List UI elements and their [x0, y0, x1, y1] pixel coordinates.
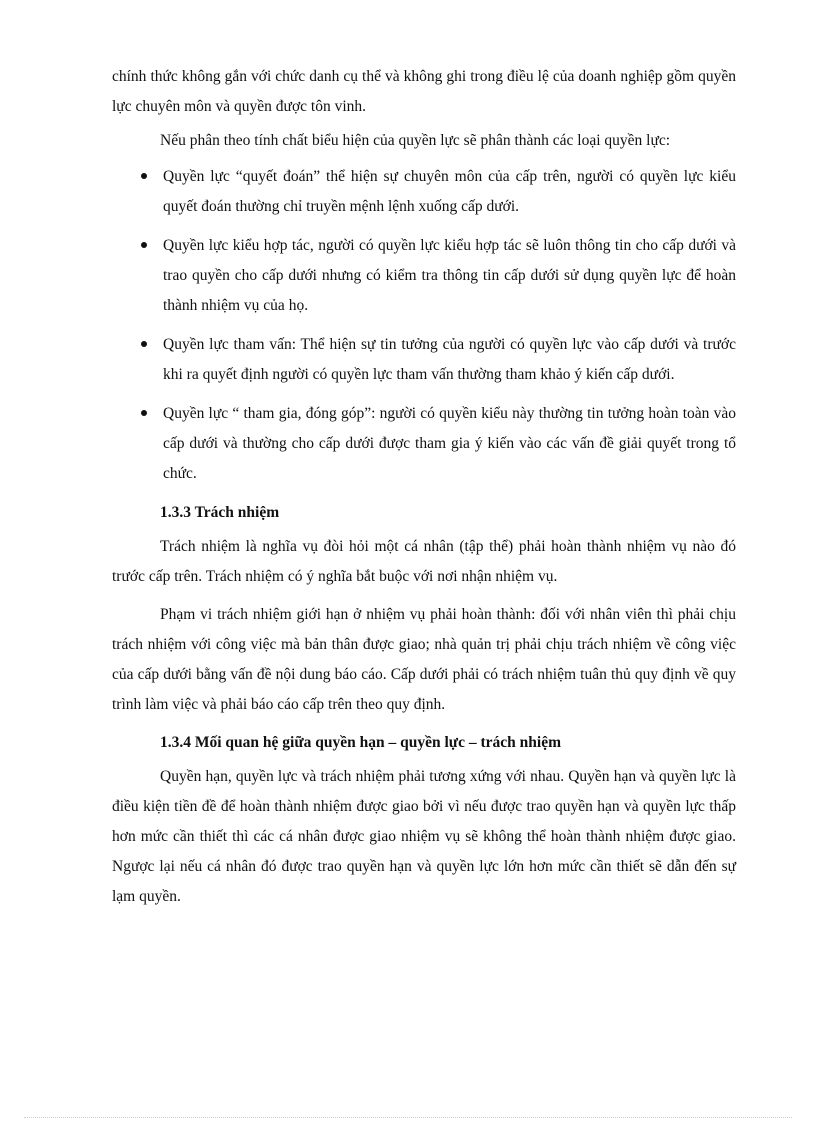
- bullet-icon: [141, 341, 147, 347]
- document-page: [112, 62, 736, 912]
- list-item-text: Quyền lực “ tham gia, đóng góp”: người có quyền kiểu này thường tin tưởng hoàn toàn vào cấp dưới và thường cho cấp dưới được tham gia ý kiến vào các vấn đề giải quyết trong tổ chức.: [163, 405, 736, 482]
- section-heading-relationship: 1.3.4 Mối quan hệ giữa quyền hạn – quyền lực – trách nhiệm: [160, 734, 561, 751]
- bullet-icon: [141, 410, 147, 416]
- list-item-text: Quyền lực tham vấn: Thể hiện sự tin tưởng của người có quyền lực vào cấp dưới và trước khi ra quyết định người có quyền lực tham vấn thường tham khảo ý kiến cấp dưới.: [163, 336, 736, 383]
- list-item-text: Quyền lực kiểu hợp tác, người có quyền lực kiểu hợp tác sẽ luôn thông tin cho cấp dưới và trao quyền cho cấp dưới nhưng có kiểm tra thông tin cấp dưới sử dụng quyền lực để hoàn thành nhiệm vụ của họ.: [163, 237, 736, 314]
- paragraph-relationship: Quyền hạn, quyền lực và trách nhiệm phải tương xứng với nhau. Quyền hạn và quyền lực là điều kiện tiền đề để hoàn thành nhiệm được giao bởi vì nếu được trao quyền hạn và quyền lực thấp hơn mức cần thiết thì các cá nhân được giao nhiệm vụ sẽ không thể hoàn thành nhiệm được giao. Ngược lại nếu cá nhân đó được trao quyền hạn và quyền lực lớn hơn mức cần thiết sẽ dẫn đến sự lạm quyền.: [112, 768, 736, 905]
- paragraph-power-types-intro: Nếu phân theo tính chất biểu hiện của quyền lực sẽ phân thành các loại quyền lực:: [160, 132, 671, 149]
- section-heading-responsibility: 1.3.3 Trách nhiệm: [160, 504, 280, 521]
- paragraph-responsibility-scope: Phạm vi trách nhiệm giới hạn ở nhiệm vụ phải hoàn thành: đối với nhân viên thì phải chịu trách nhiệm với công việc mà bản thân được giao; nhà quản trị phải chịu trách nhiệm về công việc của cấp dưới bằng vấn đề nội dung báo cáo. Cấp dưới phải có trách nhiệm tuân thủ quy định về quy trình làm việc và phải báo cáo cấp trên theo quy định.: [112, 606, 736, 713]
- paragraph-continuation: chính thức không gắn với chức danh cụ thể và không ghi trong điều lệ của doanh nghiệp gồm quyền lực chuyên môn và quyền được tôn vinh.: [112, 68, 736, 115]
- power-types-list: [112, 162, 736, 489]
- list-item: [112, 330, 736, 390]
- bullet-icon: [141, 242, 147, 248]
- paragraph-responsibility-definition: Trách nhiệm là nghĩa vụ đòi hỏi một cá nhân (tập thể) phải hoàn thành nhiệm vụ nào đó trước cấp trên. Trách nhiệm có ý nghĩa bắt buộc với nơi nhận nhiệm vụ.: [112, 538, 736, 585]
- list-item-text: Quyền lực “quyết đoán” thể hiện sự chuyên môn của cấp trên, người có quyền lực kiểu quyết đoán thường chỉ truyền mệnh lệnh xuống cấp dưới.: [163, 168, 736, 215]
- list-item: [112, 399, 736, 489]
- list-item: [112, 231, 736, 321]
- page-bottom-divider: [24, 1117, 792, 1118]
- bullet-icon: [141, 173, 147, 179]
- list-item: [112, 162, 736, 222]
